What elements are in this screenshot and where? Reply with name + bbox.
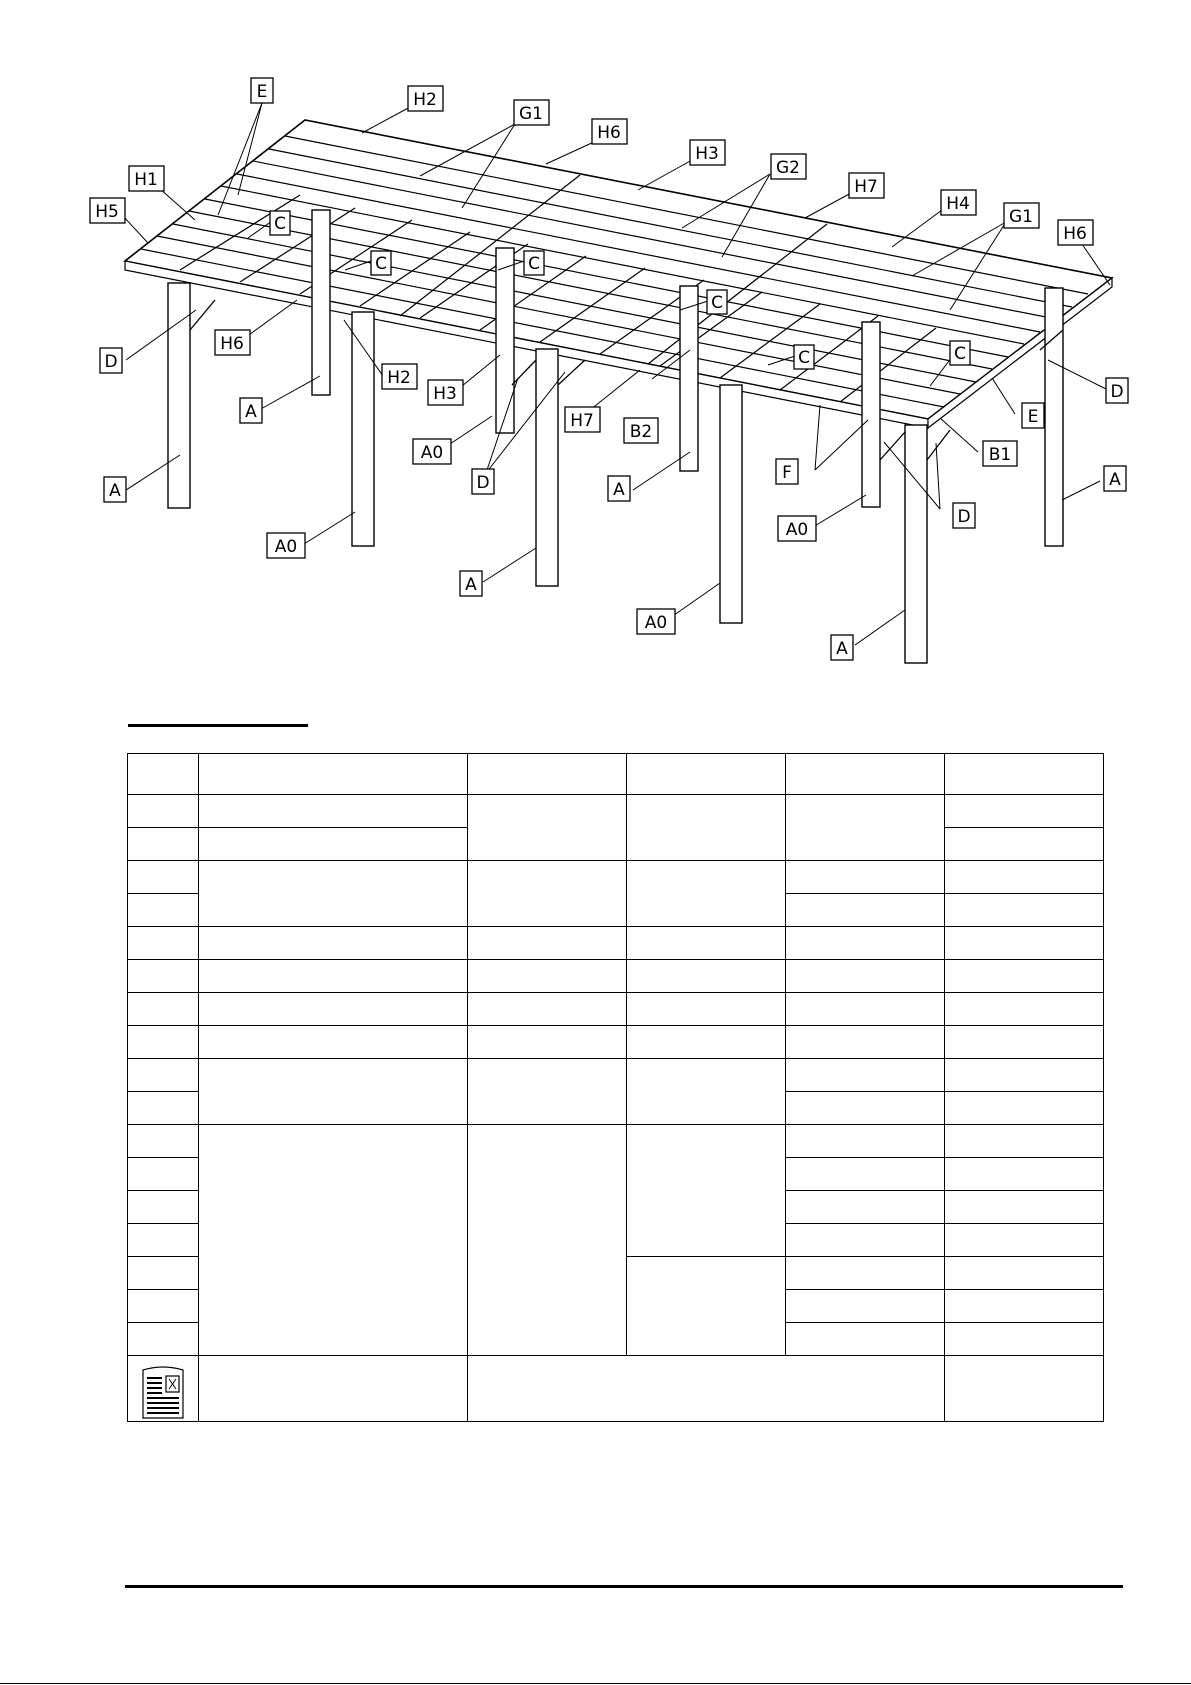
table-cell (128, 1158, 199, 1191)
svg-text:A: A (613, 480, 625, 500)
table-cell (786, 1092, 945, 1125)
callout-A0-2 (267, 533, 305, 558)
svg-text:G2: G2 (776, 158, 800, 178)
svg-text:H7: H7 (854, 177, 878, 197)
callout-H6-top (592, 119, 627, 144)
table-cell (199, 1059, 468, 1125)
table-cell (199, 927, 468, 960)
callout-B1 (983, 441, 1017, 466)
table-cell (786, 861, 945, 894)
callout-A-1 (240, 398, 262, 423)
table-cell (945, 828, 1104, 861)
svg-text:A0: A0 (274, 537, 298, 557)
table-cell (786, 1059, 945, 1092)
table-cell (468, 960, 627, 993)
callout-A-4 (608, 476, 630, 501)
table-cell (786, 1290, 945, 1323)
svg-text:C: C (528, 254, 540, 274)
svg-text:A: A (245, 402, 257, 422)
table-row (128, 861, 1104, 894)
svg-text:A: A (465, 575, 477, 595)
table-cell (786, 1191, 945, 1224)
svg-text:E: E (1027, 407, 1039, 427)
callout-E-right (1022, 403, 1044, 428)
table-cell (786, 993, 945, 1026)
table-cell (199, 1125, 468, 1356)
table-cell (128, 828, 199, 861)
footer-rule (125, 1585, 1123, 1588)
table-cell (128, 927, 199, 960)
table-cell (128, 894, 199, 927)
table-cell (945, 960, 1104, 993)
svg-text:D: D (104, 352, 118, 372)
svg-text:H7: H7 (570, 411, 594, 431)
svg-text:F: F (782, 463, 792, 483)
table-cell (786, 1026, 945, 1059)
callout-C-4 (707, 290, 727, 314)
instruction-leaflet-icon (140, 1364, 186, 1420)
table-cell (945, 795, 1104, 828)
table-cell (128, 1125, 199, 1158)
table-row (128, 1059, 1104, 1092)
callout-C-2 (371, 251, 391, 275)
table-cell (128, 1356, 199, 1422)
svg-text:H2: H2 (387, 368, 411, 388)
table-cell (627, 795, 786, 861)
callout-A-5 (831, 635, 853, 660)
table-header-cell (786, 754, 945, 795)
table-cell (128, 960, 199, 993)
callout-H6-right (1058, 220, 1093, 245)
table-cell (945, 927, 1104, 960)
svg-text:H6: H6 (1063, 224, 1087, 244)
table-cell (627, 1059, 786, 1125)
table-cell (786, 1158, 945, 1191)
table-row (128, 1125, 1104, 1158)
table-cell (786, 1323, 945, 1356)
callout-A-3 (460, 571, 482, 596)
svg-text:C: C (375, 254, 387, 274)
table-cell (627, 960, 786, 993)
table-cell (468, 1356, 945, 1422)
table-cell (945, 1356, 1104, 1422)
svg-text:D: D (957, 507, 971, 527)
callout-C-3 (524, 251, 544, 275)
table-cell (945, 861, 1104, 894)
table-cell (786, 894, 945, 927)
table-cell (128, 1257, 199, 1290)
table-header-cell (199, 754, 468, 795)
svg-text:C: C (711, 293, 723, 313)
table-cell (627, 1026, 786, 1059)
section-heading-rule (128, 724, 308, 727)
svg-text:A0: A0 (420, 443, 444, 463)
callout-H3-top (690, 140, 725, 165)
table-cell (468, 927, 627, 960)
svg-text:C: C (798, 348, 810, 368)
svg-text:G1: G1 (1009, 207, 1033, 227)
table-cell (786, 1125, 945, 1158)
table-cell (786, 1224, 945, 1257)
table-cell (128, 1290, 199, 1323)
table-cell (945, 1224, 1104, 1257)
callout-C-1 (270, 211, 290, 235)
svg-text:D: D (476, 473, 490, 493)
svg-text:A: A (1109, 470, 1121, 490)
svg-text:B1: B1 (988, 445, 1012, 465)
callout-G1-right (1004, 203, 1039, 228)
callout-G1-top (514, 100, 549, 125)
callout-H7-front (565, 407, 600, 432)
table-cell (627, 861, 786, 927)
page-bottom-edge (0, 1683, 1191, 1684)
svg-text:H3: H3 (433, 384, 457, 404)
svg-text:G1: G1 (519, 104, 543, 124)
table-cell (199, 828, 468, 861)
svg-text:E: E (256, 82, 268, 102)
table-cell (945, 1290, 1104, 1323)
table-cell (945, 1059, 1104, 1092)
table-cell (945, 1257, 1104, 1290)
callout-H5 (90, 198, 125, 223)
svg-text:H6: H6 (220, 334, 244, 354)
callout-H6-left (215, 330, 250, 355)
table-row (128, 795, 1104, 828)
table-row (128, 927, 1104, 960)
callout-A-6 (1104, 466, 1126, 491)
table-cell (199, 960, 468, 993)
table-cell (786, 795, 945, 861)
callout-D-left (100, 348, 122, 373)
table-cell (468, 1125, 627, 1356)
table-cell (468, 1026, 627, 1059)
table-cell (128, 1191, 199, 1224)
table-cell (627, 993, 786, 1026)
table-cell (128, 1026, 199, 1059)
callout-B2 (624, 418, 658, 443)
table-cell (199, 993, 468, 1026)
callout-C-6 (950, 341, 970, 365)
table-cell (786, 1257, 945, 1290)
callout-H3-front (428, 380, 463, 405)
table-cell (199, 795, 468, 828)
table-cell (128, 795, 199, 828)
table-header-cell (128, 754, 199, 795)
table-cell (786, 927, 945, 960)
table-row (128, 1026, 1104, 1059)
table-cell (199, 861, 468, 927)
table-cell (468, 795, 627, 861)
table-cell (128, 1224, 199, 1257)
svg-text:H3: H3 (695, 144, 719, 164)
table-cell (945, 1125, 1104, 1158)
callout-E-top (251, 78, 273, 103)
table-cell (945, 1092, 1104, 1125)
table-cell (468, 993, 627, 1026)
callout-D-lower (953, 503, 975, 528)
svg-text:C: C (274, 214, 286, 234)
callout-A-2 (104, 477, 126, 502)
callout-F (776, 459, 798, 484)
svg-text:H6: H6 (597, 123, 621, 143)
svg-text:H5: H5 (95, 202, 119, 222)
table-cell (627, 1125, 786, 1257)
table-cell (945, 894, 1104, 927)
table-header-cell (945, 754, 1104, 795)
table-row (128, 960, 1104, 993)
table-cell (128, 1092, 199, 1125)
table-row (128, 993, 1104, 1026)
table-cell (627, 927, 786, 960)
svg-text:A0: A0 (785, 520, 809, 540)
svg-text:H2: H2 (413, 90, 437, 110)
table-cell (128, 1059, 199, 1092)
table-cell (468, 1059, 627, 1125)
callout-A0-3 (637, 609, 675, 634)
table-cell (468, 861, 627, 927)
svg-text:H1: H1 (134, 170, 158, 190)
callout-H7-top (849, 173, 884, 198)
callout-A0-4 (778, 516, 816, 541)
svg-text:A: A (836, 639, 848, 659)
callout-A0-1 (413, 439, 451, 464)
table-header-cell (627, 754, 786, 795)
svg-text:A0: A0 (644, 613, 668, 633)
callout-H2-top (408, 86, 443, 111)
callout-C-5 (794, 345, 814, 369)
table-cell (945, 1191, 1104, 1224)
table-cell (128, 861, 199, 894)
svg-text:H4: H4 (946, 194, 970, 214)
callout-D-right (1106, 378, 1128, 403)
table-header-row (128, 754, 1104, 795)
callout-H1 (129, 166, 164, 191)
table-footer-row (128, 1356, 1104, 1422)
table-cell (945, 1158, 1104, 1191)
table-cell (199, 1026, 468, 1059)
callout-G2-top (771, 154, 806, 179)
carport-assembly-drawing (0, 0, 1191, 670)
table-cell (128, 993, 199, 1026)
table-cell (199, 1356, 468, 1422)
table-cell (945, 1026, 1104, 1059)
svg-text:B2: B2 (629, 422, 653, 442)
table-cell (128, 1323, 199, 1356)
table-cell (786, 960, 945, 993)
parts-list-table (127, 753, 1104, 1422)
table-cell (945, 993, 1104, 1026)
callout-H2-front (382, 364, 417, 389)
svg-text:A: A (109, 481, 121, 501)
callout-H4-top (941, 190, 976, 215)
svg-text:D: D (1110, 382, 1124, 402)
table-cell (627, 1257, 786, 1356)
roof (125, 120, 1112, 428)
table-header-cell (468, 754, 627, 795)
table-cell (945, 1323, 1104, 1356)
svg-text:C: C (954, 344, 966, 364)
callout-D-mid (472, 469, 494, 494)
